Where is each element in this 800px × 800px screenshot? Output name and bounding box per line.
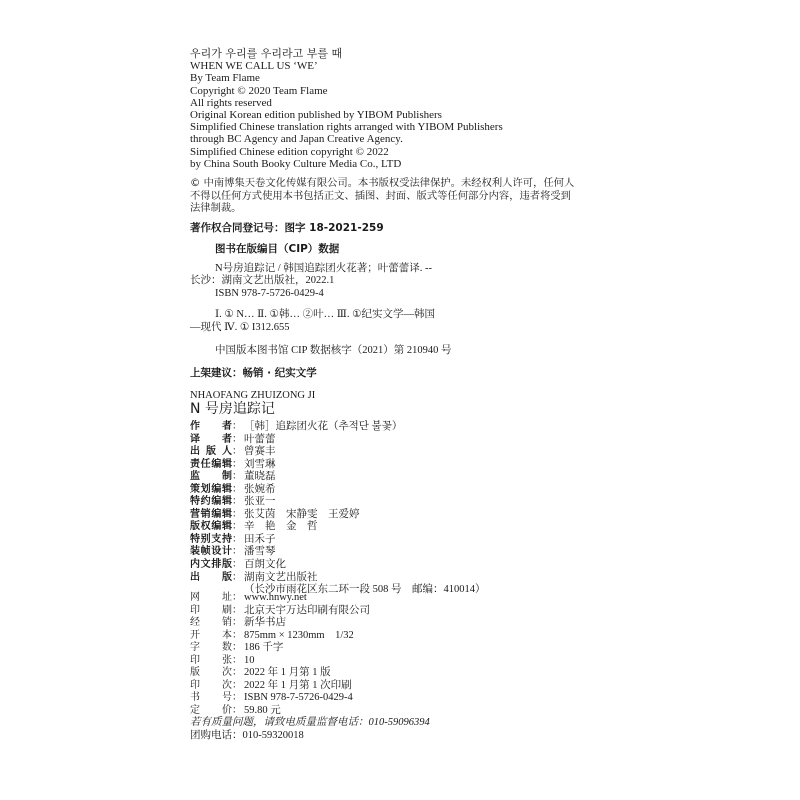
- copyright-notice: [190, 177, 574, 215]
- row-label-wrap: [190, 509, 244, 522]
- row-label: 责任编辑: [190, 458, 232, 470]
- row-label-wrap: [190, 642, 244, 655]
- credit-row: [190, 421, 486, 434]
- credit-row: [190, 534, 486, 547]
- credit-row: [190, 471, 486, 484]
- spec-row: [190, 592, 370, 605]
- credit-row: [190, 459, 486, 472]
- row-label: 内文排版: [190, 559, 232, 571]
- spec-row: [190, 680, 370, 693]
- credit-row: [190, 434, 486, 447]
- row-label-wrap: [190, 534, 244, 547]
- row-label-wrap: [190, 471, 244, 484]
- row-label-wrap: [190, 421, 244, 434]
- credit-row: [190, 446, 486, 459]
- spec-row: [190, 617, 370, 630]
- row-label-wrap: [190, 521, 244, 534]
- row-label: 营销编辑: [190, 508, 232, 520]
- row-label-wrap: [190, 667, 244, 680]
- row-value: 湖南文艺出版社: [244, 571, 318, 583]
- credit-row: [190, 559, 486, 572]
- english-title: WHEN WE CALL US ‘WE’: [190, 60, 318, 73]
- cip-line: 长沙：湖南文艺出版社，2022.1: [190, 275, 335, 287]
- notice-line: 法律制裁。: [190, 202, 242, 215]
- cip-block: [190, 243, 451, 357]
- row-label: 开 本: [190, 629, 232, 641]
- row-label: 版权编辑: [190, 521, 232, 533]
- row-label: 版 次: [190, 667, 232, 679]
- row-label: 印 张: [190, 654, 232, 666]
- row-label: 策划编辑: [190, 483, 232, 495]
- spec-row: [190, 655, 370, 668]
- spec-row: [190, 692, 370, 705]
- credit-row: [190, 521, 486, 534]
- row-value: 59.80 元: [244, 704, 281, 716]
- original-edition-line: Original Korean edition published by YIBOM Publishers: [190, 109, 442, 122]
- cip-classification: —现代 Ⅳ. ① I312.655: [190, 321, 290, 333]
- korean-title: 우리가 우리를 우리라고 부를 때: [190, 47, 343, 60]
- row-value: 潘雪琴: [244, 546, 276, 558]
- row-label: 定 价: [190, 704, 232, 716]
- row-label-wrap: [190, 559, 244, 572]
- copyright-line: Copyright © 2020 Team Flame: [190, 84, 328, 97]
- row-value: 曾赛丰: [244, 446, 276, 458]
- row-label-wrap: [190, 484, 244, 497]
- row-label: 作 者: [190, 421, 232, 432]
- row-label-wrap: [190, 692, 244, 705]
- row-value: ISBN 978-7-5726-0429-4: [244, 692, 353, 704]
- row-label-wrap: [190, 680, 244, 693]
- credit-row: [190, 509, 486, 522]
- shelf-suggestion: 上架建议：畅销 · 纪实文学: [190, 367, 317, 379]
- spec-row: [190, 667, 370, 680]
- cip-heading: 图书在版编目（CIP）数据: [215, 243, 340, 255]
- spec-row: [190, 642, 370, 655]
- credits-list: [190, 421, 486, 597]
- row-label: 特别支持: [190, 533, 232, 545]
- chinese-edition-line: Simplified Chinese edition copyright © 2022: [190, 145, 389, 158]
- row-label-wrap: [190, 592, 244, 605]
- credit-row: [190, 546, 486, 559]
- rights-line: All rights reserved: [190, 96, 272, 109]
- row-label: 译 者: [190, 433, 232, 445]
- row-value: www.hnwy.net: [244, 592, 307, 603]
- row-label: 印 次: [190, 679, 232, 691]
- translation-rights-line: Simplified Chinese translation rights arranged with YIBOM Publishers: [190, 121, 503, 134]
- spec-row: [190, 630, 370, 643]
- row-label-wrap: [190, 459, 244, 472]
- spec-row: [190, 605, 370, 618]
- book-title: N 号房追踪记: [190, 401, 275, 417]
- row-label-wrap: [190, 605, 244, 618]
- row-label-wrap: [190, 496, 244, 509]
- title-pinyin: NHAOFANG ZHUIZONG JI: [190, 390, 316, 401]
- contract-registration: 著作权合同登记号：图字 18-2021-259: [190, 222, 384, 234]
- cip-line: N号房追踪记 / 韩国追踪团火花著；叶蕾蕾译. --: [215, 262, 432, 274]
- row-value: 刘雪琳: [244, 458, 276, 470]
- agency-line: through BC Agency and Japan Creative Agency.: [190, 133, 403, 146]
- row-value: 2022 年 1 月第 1 次印刷: [244, 679, 352, 691]
- row-value: 2022 年 1 月第 1 版: [244, 667, 331, 679]
- row-label-wrap: [190, 617, 244, 630]
- english-copyright-block: [190, 48, 503, 170]
- row-label-wrap: [190, 655, 244, 668]
- specs-list: [190, 592, 370, 717]
- author-line: By Team Flame: [190, 72, 260, 85]
- row-value: 辛 艳 金 哲: [244, 521, 318, 533]
- publisher-line: by China South Booky Culture Media Co., LTD: [190, 157, 402, 170]
- row-label: 印 刷: [190, 604, 232, 616]
- row-value: 张婉希: [244, 483, 276, 495]
- notice-line: 不得以任何方式使用本书包括正文、插图、封面、版式等任何部分内容，违者将受到: [190, 189, 571, 202]
- footer: [190, 717, 430, 742]
- row-value: 10: [244, 654, 255, 666]
- row-label: 网 址: [190, 592, 232, 603]
- row-value: 875mm × 1230mm 1/32: [244, 629, 354, 641]
- row-label: 经 销: [190, 617, 232, 629]
- row-label: 出 版 人: [190, 446, 232, 458]
- credit-row: [190, 496, 486, 509]
- row-label: 出 版: [190, 571, 232, 583]
- row-label: 特约编辑: [190, 496, 232, 508]
- row-value: 新华书店: [244, 617, 286, 629]
- row-value: 田禾子: [244, 533, 276, 545]
- quality-hotline: 若有质量问题，请致电质量监督电话：010-59096394: [190, 717, 430, 728]
- row-value: 叶蕾蕾: [244, 433, 276, 445]
- row-value: （长沙市雨花区东二环一段 508 号 邮编：410014）: [244, 584, 486, 596]
- notice-line: © 中南博集天卷文化传媒有限公司。本书版权受法律保护。未经权利人许可，任何人: [190, 177, 575, 189]
- row-value: 北京天宇万达印刷有限公司: [244, 604, 370, 616]
- credit-row: [190, 484, 486, 497]
- row-label: 字 数: [190, 642, 232, 654]
- row-value: ［韩］追踪团火花（추적단 불꽃）: [244, 421, 403, 432]
- cip-classification: Ⅰ. ① N… Ⅱ. ①韩… ②叶… Ⅲ. ①纪实文学—韩国: [215, 309, 435, 321]
- row-value: 186 千字: [244, 642, 284, 654]
- row-value: 董晓磊: [244, 471, 276, 483]
- credit-row: [190, 572, 486, 585]
- row-label: 监 制: [190, 471, 232, 483]
- spec-row: [190, 705, 370, 718]
- row-label-wrap: [190, 546, 244, 559]
- row-label: 书 号: [190, 692, 232, 704]
- group-purchase-phone: 团购电话：010-59320018: [190, 729, 304, 741]
- cip-isbn: ISBN 978-7-5726-0429-4: [215, 287, 324, 299]
- row-value: 百朗文化: [244, 559, 286, 571]
- row-value: 张艾茵 宋静雯 王爱婷: [244, 508, 360, 520]
- row-label-wrap: [190, 705, 244, 718]
- row-label: 装帧设计: [190, 546, 232, 558]
- row-label-wrap: [190, 434, 244, 447]
- row-label-wrap: [190, 446, 244, 459]
- row-value: 张亚一: [244, 496, 276, 508]
- row-label-wrap: [190, 630, 244, 643]
- cip-verify: 中国版本图书馆 CIP 数据核字（2021）第 210940 号: [215, 344, 452, 356]
- row-label-wrap: [190, 572, 244, 585]
